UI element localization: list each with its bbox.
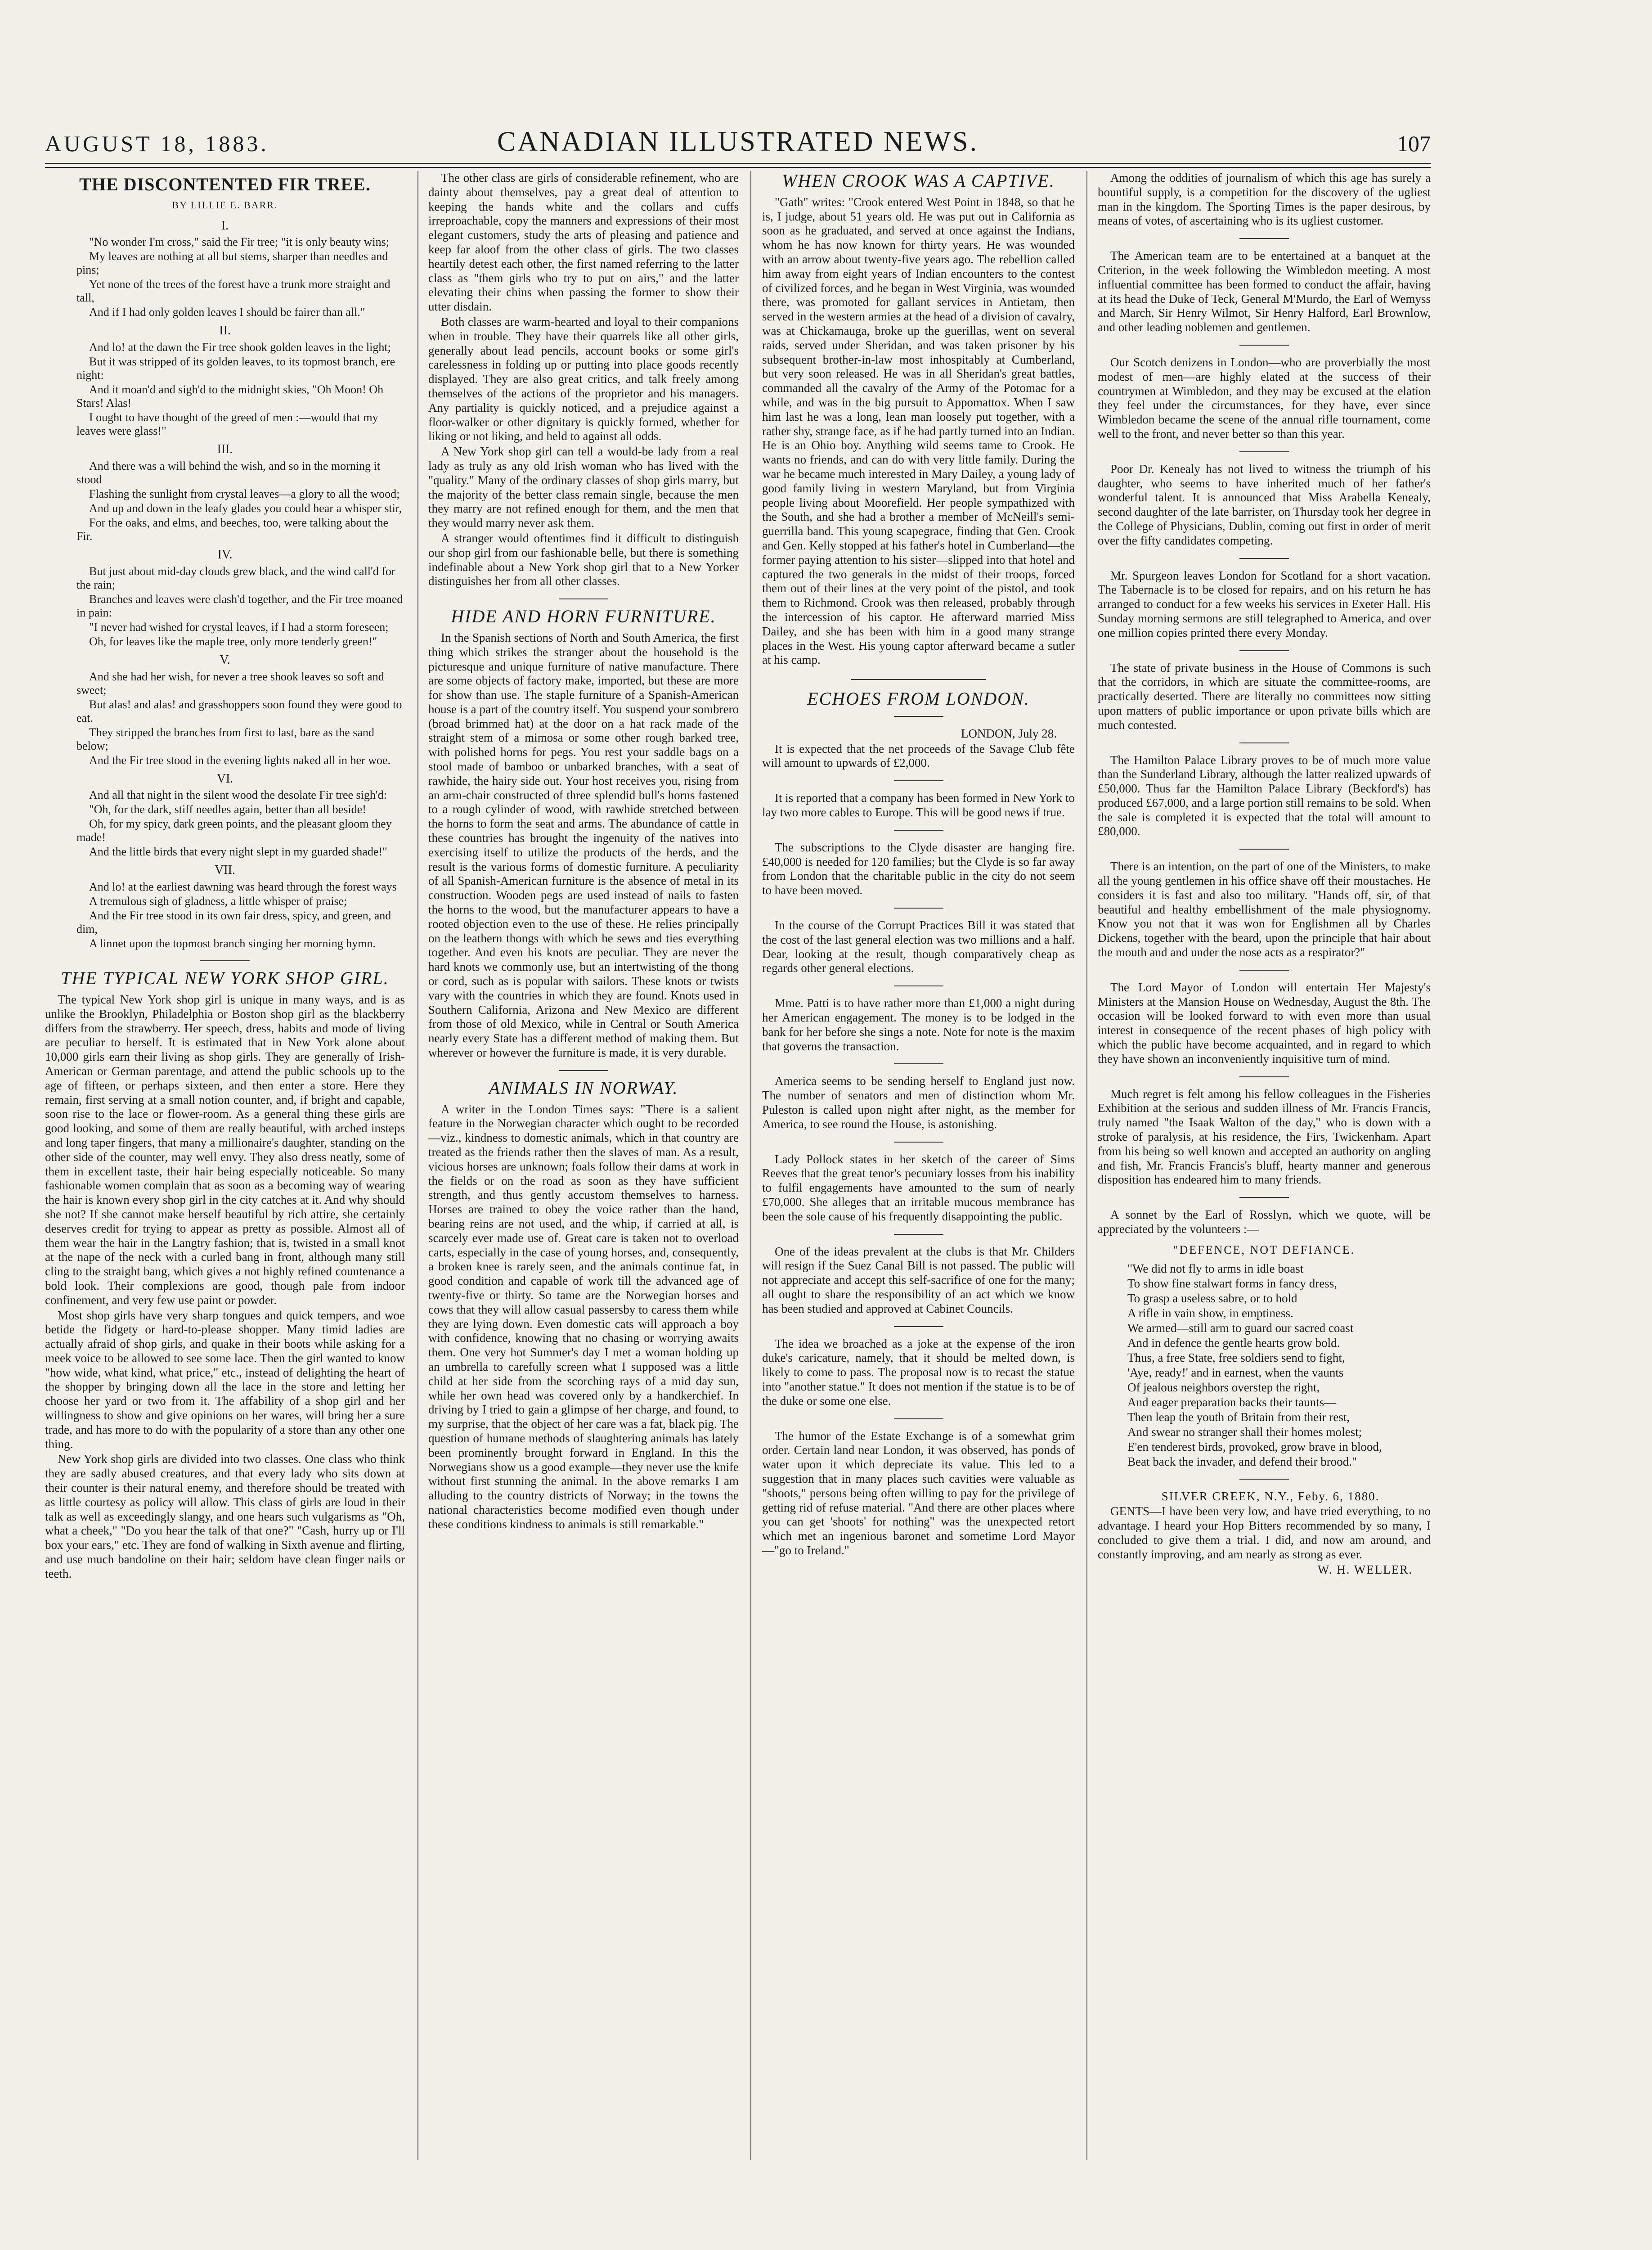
letter-dateline: SILVER CREEK, N.Y., Feby. 6, 1880. (1161, 1489, 1380, 1503)
article-title: WHEN CROOK WAS A CAPTIVE. (782, 171, 1055, 191)
stanza-number: VI. (216, 771, 233, 786)
verse-line: And lo! at the dawn the Fir tree shook golden leaves in the light; (89, 341, 391, 354)
sonnet-line: And swear no stranger shall their homes molest; (1127, 1425, 1362, 1439)
letter-body: GENTS—I have been very low, and have tried everything, to no advantage. I heard your Hop Bitters recommended by so many, I concluded to give them a trial. I did, and now am around, and constantly improving, and am nearly as strong as ever. (1098, 1504, 1431, 1561)
sonnet-line: And in defence the gentle hearts grow bold. (1127, 1336, 1340, 1350)
paragraph: "Gath" writes: "Crook entered West Point in 1848, so that he is, I judge, about 51 years old. He was put out in California as soon as he graduated, and served at once against the Indians, whom he has now known for thirty years. He was wounded with an arrow about twenty-five years ago. The rebellion called him away from eight years of Indian encounters to the contest of civilized forces, and he began in West Virginia, was wounded there, was promoted for gallant services in Antietam, then served in the western armies at the head of a division of cavalry, was at Chickamauga, broke up the guerillas, went on several raids, served under Sheridan, and was taken prisoner by his subsequent brother-in-law most inhospitably at Cumberland, but very soon released. He was in all Sheridan's great battles, commanded all the cavalry of the Army of the Potomac for a while, and was in the big pursuit to Appomattox. When I saw him last he was a long, lean man loosely put together, with a rather shy, strange face, as if he had partly turned into an Indian. He is an Ohio boy. Anything wild seems tame to Crook. He wants no friends, and can do with very little family. During the war he became much interested in Mary Dailey, a young lady of good family living in western Maryland, but from Virginia people living about Moorefield. Her people sympathized with the South, and she had a brother a member of McNeill's semi-guerrilla band. This young scapegrace, finding that Gen. Crook and Gen. Kelly stopped at his father's hotel in Cumberland—the former paying attention to his sister—slipped into that hotel and captured the two generals in the midst of their troops, forced them out of their lines at the very point of the pistol, and took them to Richmond. Crook was then released, probably through the intercession of his captor. He afterward married Miss Dailey, and she has been with him in a good many strange places in the West. His young captor afterward became a sutler at his camp. (762, 195, 1075, 667)
verse-line: But just about mid-day clouds grew black, and the wind call'd for the rain; (76, 564, 395, 591)
separator-rule (894, 908, 943, 909)
article-body (762, 195, 1075, 667)
paragraph: Mme. Patti is to have rather more than £1,000 a night during her American engagement. The money is to be lodged in the bank for her before she sings a note. Note for note is the maxim that governs the transaction. (762, 996, 1075, 1053)
verse-line: And the Fir tree stood in its own fair dress, spicy, and green, and dim, (76, 909, 391, 936)
paragraph: It is expected that the net proceeds of the Savage Club fête will amount to upwards of £2,000. (762, 742, 1075, 770)
poem-byline: BY LILLIE E. BARR. (172, 199, 278, 211)
verse-line: And up and down in the leafy glades you could hear a whisper stir, (89, 501, 402, 515)
sonnet-line: 'Aye, ready!' and in earnest, when the vaunts (1127, 1365, 1344, 1379)
publication-title: CANADIAN ILLUSTRATED NEWS. (497, 126, 979, 157)
sonnet-lines (1098, 1262, 1431, 1469)
separator-rule (894, 1418, 943, 1419)
sonnet-line: To grasp a useless sabre, or to hold (1127, 1291, 1297, 1305)
paragraph: Mr. Spurgeon leaves London for Scotland for a short vacation. The Tabernacle is to be closed for repairs, and on his return he has arranged to conduct for a few weeks his services in Exeter Hall. His Sunday morning sermons are still telegraphed to America, and over one million copies printed there every Monday. (1098, 568, 1431, 639)
paragraph: The Hamilton Palace Library proves to be of much more value than the Sunderland Library, although the latter realized upwards of £50,000. Thus far the Hamilton Palace Library (Beckford's) has produced £67,000, and a large portion still remains to be sold. When the sale is completed it is expected that the total will amount to £80,000. (1098, 753, 1431, 838)
separator-rule (1239, 1197, 1289, 1198)
masthead (45, 126, 1431, 162)
issue-date: AUGUST 18, 1883. (45, 131, 269, 156)
column-1 (45, 171, 405, 2164)
paragraph: Our Scotch denizens in London—who are proverbially the most modest of men—are highly elated at the success of their countrymen at Wimbledon, and they may be excused at the elation they feel under the circumstances, for they have, ever since Wimbledon became the scene of the annual rifle tournament, come well to the front, and never better so than this year. (1098, 355, 1431, 441)
verse-line: And the Fir tree stood in the evening lights naked all in her woe. (89, 753, 391, 767)
dateline: LONDON, July 28. (961, 726, 1057, 740)
separator-rule (1239, 742, 1289, 743)
article-title: HIDE AND HORN FURNITURE. (451, 606, 716, 627)
letter-signature: W. H. WELLER. (1317, 1562, 1413, 1576)
verse-line: For the oaks, and elms, and beeches, too, were talking about the Fir. (76, 516, 388, 543)
separator-rule (894, 780, 943, 781)
stanza-number: II. (219, 324, 231, 338)
sonnet-line: Then leap the youth of Britain from their rest, (1127, 1410, 1350, 1424)
separator-rule (1239, 650, 1289, 651)
separator-rule (894, 1142, 943, 1143)
paragraph: In the course of the Corrupt Practices Bill it was stated that the cost of the last general election was two millions and a half. Dear, looking at the result, though comparatively cheap as regards other general elections. (762, 918, 1075, 975)
separator-rule (200, 960, 250, 961)
stanza-number: I. (221, 218, 229, 233)
sonnet-line: And eager preparation backs their taunts— (1127, 1395, 1337, 1409)
paragraph: The state of private business in the House of Commons is such that the corridors, in which are situate the committee-rooms, are practically deserted. There are literally no committees now sitting upon matters of public importance or upon private bills which are much contested. (1098, 661, 1431, 732)
article-body (762, 742, 1075, 1558)
verse-line: A tremulous sigh of gladness, a little whisper of praise; (89, 895, 347, 908)
paragraph: Much regret is felt among his fellow colleagues in the Fisheries Exhibition at the serious and sudden illness of Mr. Francis Francis, truly named "the Isaak Walton of the day," who is down with a stroke of paralysis, at his residence, the Firs, Twickenham. Apart from his being so well known and accepted an authority on angling and fish, Mr. Francis Francis's bluff, hearty manner and generous disposition has endeared him to many friends. (1098, 1087, 1431, 1187)
separator-rule (894, 1234, 943, 1235)
verse-line: Yet none of the trees of the forest have a trunk more straight and tall, (76, 278, 391, 305)
paragraph: One of the ideas prevalent at the clubs is that Mr. Childers will resign if the Suez Canal Bill is not passed. The public will not appreciate and accept this self-sacrifice of one for the many; all ought to share the responsibility of an act which we know has been studied and approved at Cabinet Councils. (762, 1244, 1075, 1315)
column-3 (762, 171, 1075, 2164)
separator-rule (559, 598, 608, 599)
article-title: THE TYPICAL NEW YORK SHOP GIRL. (61, 968, 389, 989)
separator-rule (559, 1070, 608, 1071)
paragraph: In the Spanish sections of North and South America, the first thing which strikes the stranger about the household is the picturesque and unique furniture of native manufacture. There are some objects of factory make, imported, but these are more for show than use. The staple furniture of a Spanish-American house is a part of the country itself. You suspend your sombrero (broad brimmed hat) at the door on a hat rack made of the straight stem of a mimosa or some other rough barked tree, with polished horns for pegs. You rest your saddle bags on a stool made of bamboo or unbarked branches, with a seat of rawhide, the hairy side out. Your host receives you, rising from an arm-chair constructed of three splendid bull's horns fastened to a rough cylinder of wood, with rawhide stretched between the horns to form the seat and arms. The abundance of cattle in these countries has brought the ingenuity of the natives into exercising itself to utilize the products of the herds, and the result is the various forms of domestic furniture. A peculiarity of all Spanish-American furniture is the absence of metal in its construction. Wooden pegs are used instead of nails to fasten the horns to the wood, but the manufacturer appears to have a rooted objection even to the use of these. He relies principally on the leathern thongs with which he sews and ties everything together. And even his knots are peculiar. They are never the hard knots we commonly use, but an intertwisting of the thong or cord, such as is popular with sailors. These knots or twists vary with the countries in which they are found. Knots used in Southern California, Arizona and New Mexico are different from those of old Mexico, while in Central or South America nearly every State has a different method of making them. But wherever or however the furniture is made, it is very durable. (428, 630, 739, 1060)
paragraph: America seems to be sending herself to England just now. The number of senators and men of distinction whom Mr. Puleston is called upon night after night, as the member for America, to see round the House, is astonishing. (762, 1074, 1075, 1131)
column-4 (1098, 171, 1431, 2164)
sonnet-title: "DEFENCE, NOT DEFIANCE. (1173, 1243, 1356, 1256)
article-body (1098, 171, 1431, 1237)
paragraph: Lady Pollock states in her sketch of the career of Sims Reeves that the great tenor's pecuniary losses from his inability to fulfil engagements have amounted to the sum of nearly £70,000. She alleges that an irritable mucous membrance has been the sole cause of his frequently disappointing the public. (762, 1152, 1075, 1223)
separator-rule (894, 1326, 943, 1327)
paragraph: Poor Dr. Kenealy has not lived to witness the triumph of his daughter, who seems to have inherited much of her father's wonderful talent. It is announced that Miss Arabella Kenealy, second daughter of the late barrister, on Thursday took her degree in the College of Physicians, Dublin, coming out first in order of merit over the fifty candidates competing. (1098, 462, 1431, 547)
column-divider (1086, 171, 1087, 2160)
sonnet-line: "We did not fly to arms in idle boast (1127, 1261, 1304, 1275)
paragraph: Most shop girls have very sharp tongues and quick tempers, and woe betide the fidgety or hard-to-please shopper. Many timid ladies are actually afraid of shop girls, and quake in their boots while asking for a meek voice to be allowed to see some lace. Then the girl wanted to know "how wide, what kind, what price," etc., instead of delighting the heart of the shopper by bringing down all the lace in the store and letting her choose her yard or two from it. The affability of a shop girl and her willingness to show and give opinions on her wares, will bring her a sure trade, and has more to do with the popularity of a store than any other one thing. (45, 1308, 405, 1451)
verse-line: "No wonder I'm cross," said the Fir tree; "it is only beauty wins; (89, 235, 389, 249)
column-divider (750, 171, 751, 2160)
page-number: 107 (1397, 131, 1431, 156)
paragraph: The American team are to be entertained at a banquet at the Criterion, in the week following the Wimbledon meeting. A most influential committee has been formed to conduct the affair, having at its head the Duke of Teck, General M'Murdo, the Earl of Wemyss and March, Sir Henry Wilmot, Sir Henry Halford, Earl Brownlow, and other leading noblemen and gentlemen. (1098, 249, 1431, 334)
paragraph: The Lord Mayor of London will entertain Her Majesty's Ministers at the Mansion House on Wednesday, August the 8th. The occasion will be looked forward to with even more than usual interest in consequence of the recent phases of high policy with which the public have become acquainted, and in regard to which they have shown an inconveniently inquisitive turn of mind. (1098, 980, 1431, 1066)
paragraph: A stranger would oftentimes find it difficult to distinguish our shop girl from our fashionable belle, but there is something indefinable about a New York shop girl that to a New Yorker distinguishes her from all other classes. (428, 531, 739, 588)
poem-stanzas (45, 219, 405, 951)
sonnet-line: Of jealous neighbors overstep the right, (1127, 1380, 1320, 1394)
verse-line: And lo! at the earliest dawning was heard through the forest ways (89, 880, 397, 894)
stanza-number: VII. (215, 863, 235, 878)
verse-line: I ought to have thought of the greed of men :—would that my leaves were glass!" (76, 411, 378, 438)
article-body (45, 993, 405, 1581)
verse-line: And there was a will behind the wish, and so in the morning it stood (76, 459, 381, 486)
paragraph: The subscriptions to the Clyde disaster are hanging fire. £40,000 is needed for 120 families; but the Clyde is so far away from London that the charitable public in the city do not seem to have been moved. (762, 840, 1075, 897)
verse-line: Flashing the sunlight from crystal leaves—a glory to all the wood; (89, 487, 400, 500)
separator-rule (1239, 1479, 1289, 1480)
verse-line: And if I had only golden leaves I should be fairer than all." (89, 306, 365, 319)
paragraph: Among the oddities of journalism of which this age has surely a bountiful supply, is a competition for the discovery of the ugliest man in the kingdom. The Sporting Times is the paper desirous, by means of votes, of ascertaining who is its ugliest customer. (1098, 171, 1431, 228)
separator-rule (1239, 558, 1289, 559)
sonnet-line: Thus, a free State, free soldiers send to fight, (1127, 1350, 1345, 1364)
verse-line: My leaves are nothing at all but stems, sharper than needles and pins; (76, 250, 388, 277)
column-2 (428, 171, 739, 2164)
verse-line: A linnet upon the topmost branch singing her morning hymn. (89, 937, 376, 950)
paragraph: Both classes are warm-hearted and loyal to their companions when in trouble. They have their quarrels like all other girls, generally about lead pencils, account books or some girl's carelessness in folding up or putting into place goods recently displayed. They are also great critics, and talk freely among themselves of the actions of the proprietor and his managers. Any partiality is quickly noticed, and a prejudice against a floor-walker or other dignitary is quickly formed, whether for liking or not liking, and held to against all odds. (428, 315, 739, 443)
column-divider (417, 171, 418, 2160)
stanza-number: V. (220, 652, 230, 667)
separator-rule (1239, 238, 1289, 239)
paragraph: New York shop girls are divided into two classes. One class who think they are sadly abused creatures, and that every lady who sits down at their counter is their natural enemy, and therefore should be treated with as little courtesy as policy will allow. This class of girls are loud in their talk as well as exceedingly slangy, and one hears such vulgarisms as "Oh, what a cheek," "Do you hear the talk of that one?" "Cash, hurry up or I'll box your ears," etc. They are fond of walking in Sixth avenue and flirting, and use much bandoline on their hair; seldom have clean finger nails or teeth. (45, 1452, 405, 1580)
paragraph: The typical New York shop girl is unique in many ways, and is as unlike the Brooklyn, Philadelphia or Boston shop girl as the blackberry differs from the strawberry. Her speech, dress, habits and mode of living are peculiar to herself. It is estimated that in New York alone about 10,000 girls earn their living as shop girls. They are generally of Irish-American or German parentage, and attend the public schools up to the age of fifteen, or perhaps sixteen, and then enter a store. Here they remain, first serving at a small notion counter, and, if bright and capable, soon rise to the lace or flower-room. As a general thing these girls are good looking, and some of them are really beautiful, with arched insteps and long taper fingers, that many a millionaire's daughter, standing on the other side of the counter, may well envy. They also dress neatly, some of them in excellent taste, their hair being especially noticeable. So many fashionable women complain that as soon as a becoming way of wearing the hair is known every shop girl in the city catches at it. And why should she not? If she cannot make herself beautiful by rich attire, she certainly deserves credit for trying to appear as pretty as possible. Almost all of them wear the hair in the Langtry fashion; that is, twisted in a small knot at the nape of the neck with a curled bang in front, although many still cling to the straight bang, which gives a not highly refined countenance a bold look. Their complexions are good, though pale from indoor confinement, and very few use paint or powder. (45, 992, 405, 1307)
stanza-number: III. (217, 442, 233, 457)
article-body (428, 631, 739, 1060)
separator-rule (894, 1063, 943, 1064)
verse-line: Branches and leaves were clash'd together, and the Fir tree moaned in pain: (76, 592, 403, 619)
poem-title: THE DISCONTENTED FIR TREE. (79, 174, 371, 194)
verse-line: But alas! and alas! and grasshoppers soon found they were good to eat. (76, 698, 402, 724)
paragraph: It is reported that a company has been formed in New York to lay two more cables to Europe. This will be good news if true. (762, 791, 1075, 819)
paragraph: The idea we broached as a joke at the expense of the iron duke's caricature, namely, that it should be melted down, is likely to come to pass. The proposal now is to recast the statue into "another statue." It does not mention if the statue is to be of the duke or some one else. (762, 1336, 1075, 1408)
paragraph: A New York shop girl can tell a would-be lady from a real lady as truly as any old Irish woman who has lived with the "quality." Many of the ordinary classes of shop girls marry, but the majority of the better class remain single, because the men they marry are not refined enough for them, and the men that they would marry never ask them. (428, 445, 739, 530)
article-body (428, 1102, 739, 1532)
sonnet-line: Beat back the invader, and defend their brood." (1127, 1454, 1357, 1468)
separator-rule (1239, 970, 1289, 971)
separator-rule (851, 679, 986, 680)
verse-line: And all that night in the silent wood the desolate Fir tree sigh'd: (89, 788, 387, 802)
verse-line: And the little birds that every night slept in my guarded shade!" (89, 845, 387, 859)
separator-rule (894, 716, 943, 717)
sonnet-line: To show fine stalwart forms in fancy dress, (1127, 1276, 1338, 1290)
separator-rule (1239, 849, 1289, 850)
article-body (428, 171, 739, 589)
separator-rule (1239, 1076, 1289, 1077)
sonnet-line: A rifle in vain show, in emptiness. (1127, 1306, 1293, 1320)
separator-rule (1239, 451, 1289, 452)
header-rule (45, 163, 1431, 168)
separator-rule (1239, 345, 1289, 346)
stanza-number: IV. (217, 547, 233, 562)
article-title: ECHOES FROM LONDON. (807, 688, 1030, 709)
sonnet-line: We armed—still arm to guard our sacred coast (1127, 1321, 1354, 1335)
verse-line: And she had her wish, for never a tree shook leaves so soft and sweet; (76, 670, 384, 697)
paragraph: A writer in the London Times says: "There is a salient feature in the Norwegian character which ought to be recorded—viz., kindness to domestic animals, which in that country are treated as the friends rather then the slaves of man. As a result, vicious horses are unknown; foals follow their dams at work in the fields or on the road as soon as they have sufficient strength, and thus gently accustom themselves to harness. Horses are trained to obey the voice rather than the hand, bearing reins are not used, and the whip, if carried at all, is scarcely ever made use of. Great care is taken not to overload carts, especially in the case of young horses, and, consequently, a broken knee is rarely seen, and the animals continue fat, in good condition and capable of work till the advanced age of twenty-five or thirty. So tame are the Norwegian horses and cows that they will allow casual passersby to caress them while they are lying down. Even domestic cats will approach a boy with confidence, knowing that no chasing or worrying awaits them. One very hot Summer's day I met a woman holding up an umbrella to carefully screen what I supposed was a little child at her side from the scorching rays of a mid day sun, while her own head was covered only by a handkerchief. In driving by I tried to gain a glimpse of her charge, and found, to my surprise, that the object of her care was a fat, black pig. The question of humane methods of slaughtering animals has lately been prominently brought forward in England. In this the Norwegians show us a good example—they never use the knife without first stunning the animal. In the above remarks I am alluding to the country districts of Norway; in the towns the national characteristics become modified even though under these conditions kindness to animals is still remarkable." (428, 1102, 739, 1531)
paragraph: There is an intention, on the part of one of the Ministers, to make all the young gentlemen in his office shave off their moustaches. He considers it is fast and also too military. "Hands off, sir, of that beautiful and healthy embellishment of the male physiognomy. Know you not that it was won for Englishmen all by Charles Dickens, together with the beard, upon the principle that hair about the mouth and and under the nose acts as a respirator?" (1098, 860, 1431, 959)
verse-line: But it was stripped of its golden leaves, to its topmost branch, ere night: (76, 355, 395, 382)
sonnet-line: E'en tenderest birds, provoked, grow brave in blood, (1127, 1440, 1382, 1454)
verse-line: Oh, for leaves like the maple tree, only more tenderly green!" (89, 634, 377, 648)
paragraph: The other class are girls of considerable refinement, who are dainty about themselves, pay a great deal of attention to keeping the hands white and the collars and cuffs irreproachable, copy the manners and expressions of their most elegant customers, study the arts of pleasing and patience and keep far aloof from the other class of girls. The two classes heartily detest each other, the first named referring to the latter class as "them girls who try to put on airs," and the latter elevating their chins when passing the former to show their utter disdain. (428, 171, 739, 314)
article-title: ANIMALS IN NORWAY. (489, 1077, 678, 1098)
separator-rule (894, 830, 943, 831)
verse-line: "I never had wished for crystal leaves, if I had a storm foreseen; (89, 620, 389, 634)
verse-line: Oh, for my spicy, dark green points, and the pleasant gloom they made! (76, 817, 392, 844)
paragraph: A sonnet by the Earl of Rosslyn, which we quote, will be appreciated by the volunteers :— (1098, 1208, 1431, 1236)
verse-line: "Oh, for the dark, stiff needles again, better than all beside! (89, 803, 366, 816)
verse-line: They stripped the branches from first to last, bare as the sand below; (76, 725, 374, 752)
verse-line: And it moan'd and sigh'd to the midnight skies, "Oh Moon! Oh Stars! Alas! (76, 383, 384, 410)
paragraph: The humor of the Estate Exchange is of a somewhat grim order. Certain land near London, it was observed, has ponds of water upon it which depreciate its value. This led to a suggestion that in many places such cavities were valuable as "shoots," persons being often willing to pay for the privilege of getting rid of refuse material. "And there are other places where you can get 'shoots' for nothing" was the unexpected retort which met an ingenious baronet and sometime Lord Mayor—"go to Ireland." (762, 1429, 1075, 1557)
